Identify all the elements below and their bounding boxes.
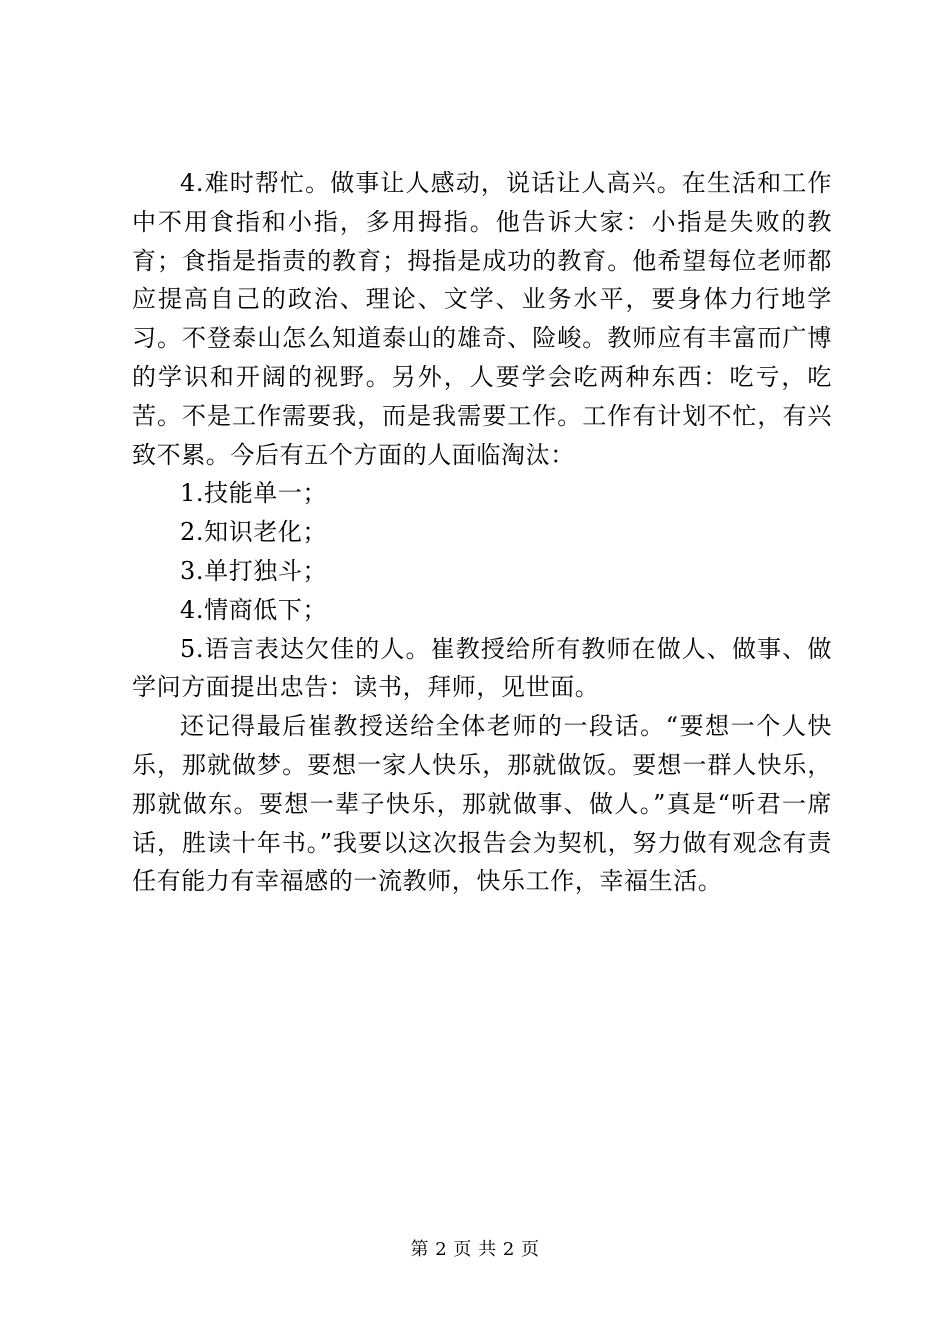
paragraph-closing: 还记得最后崔教授送给全体老师的一段话。“要想一个人快乐，那就做梦。要想一家人快乐，那就做饭。要想一群人快乐，那就做东。要想一辈子快乐，那就做事、做人。”真是“听君一席话，胜读十年书。”我要以这次报告会为契机，努力做有观念有责任有能力有幸福感的一流教师，快乐工作，幸福生活。 [132,712,832,896]
list-item-working-alone: 3.单打独斗； [180,556,328,585]
list-item-knowledge-aging: 2.知识老化； [180,518,328,547]
list-item-skill-single: 1.技能单一； [180,479,328,508]
list-item-poor-expression: 5.语言表达欠佳的人。崔教授给所有教师在做人、做事、做学问方面提出忠告：读书，拜师，见世面。 [132,634,832,702]
page-number-footer: 第 2 页 共 2 页 [410,1239,540,1260]
paragraph-point-4: 4.难时帮忙。做事让人感动，说话让人高兴。在生活和工作中不用食指和小指，多用拇指。他告诉大家：小指是失败的教育；食指是指责的教育；拇指是成功的教育。他希望每位老师都应提高自己的政治、理论、文学、业务水平，要身体力行地学习。不登泰山怎么知道泰山的雄奇、险峻。教师应有丰富而广博的学识和开阔的视野。另外，人要学会吃两种东西：吃亏，吃苦。不是工作需要我，而是我需要工作。工作有计划不忙，有兴致不累。今后有五个方面的人面临淘汰： [132,169,832,469]
document-body [132,164,832,901]
list-item-low-eq: 4.情商低下； [180,595,328,624]
